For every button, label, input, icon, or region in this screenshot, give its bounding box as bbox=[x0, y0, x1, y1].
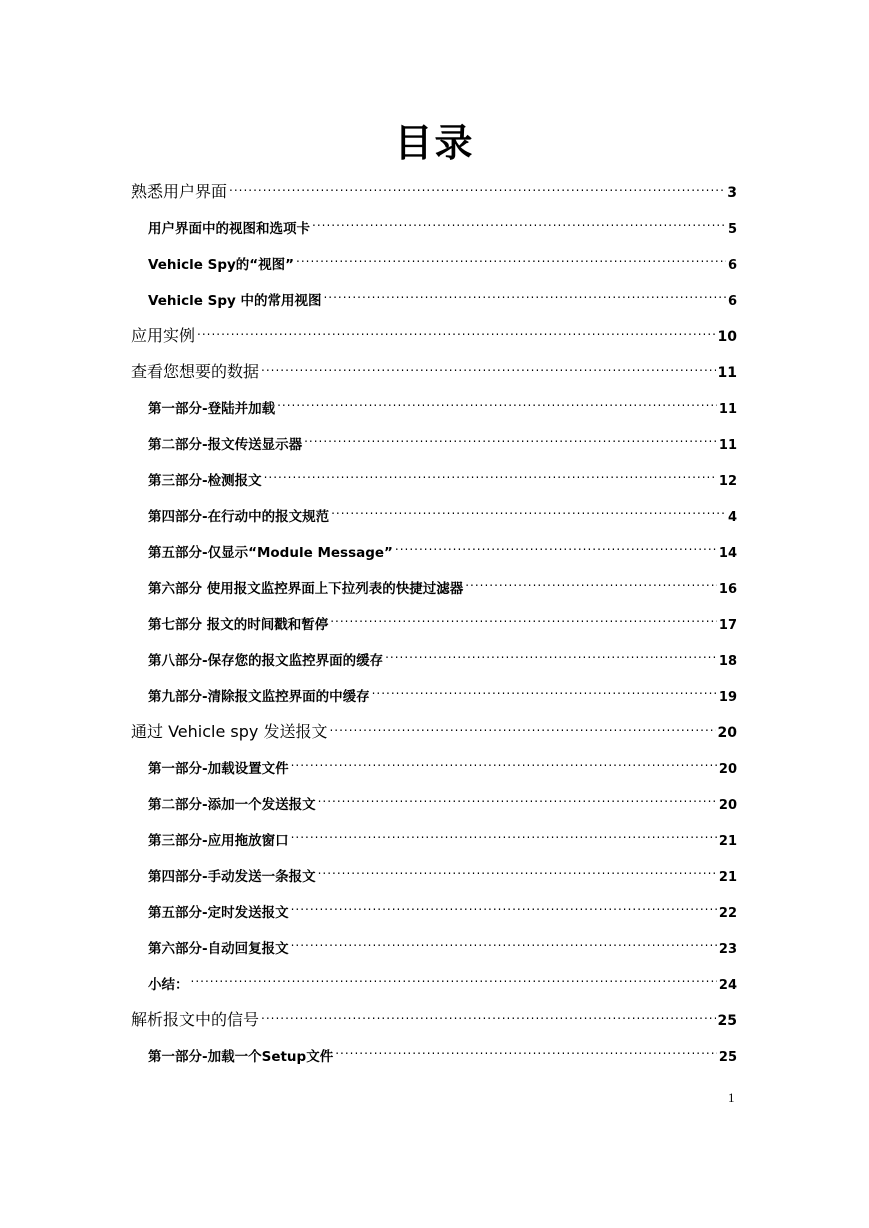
toc-entry-page: 25 bbox=[717, 1013, 737, 1029]
toc-section-entry[interactable] bbox=[148, 821, 737, 849]
dot-leader bbox=[296, 245, 726, 269]
toc-entry-page: 11 bbox=[717, 365, 737, 381]
toc-entry-label: 通过 Vehicle spy 发送报文 bbox=[131, 722, 328, 741]
toc-entry-page: 23 bbox=[718, 942, 737, 957]
toc-entry-label: 熟悉用户界面 bbox=[131, 182, 228, 201]
toc-entry-label: 第四部分-在行动中的报文规范 bbox=[148, 509, 330, 525]
toc-entry-label: 第一部分-加载一个Setup文件 bbox=[148, 1049, 334, 1065]
toc-section-entry[interactable] bbox=[148, 929, 737, 957]
toc-entry-page: 20 bbox=[718, 798, 737, 813]
toc-entry-page: 6 bbox=[727, 258, 737, 273]
toc-section-entry[interactable] bbox=[148, 605, 737, 633]
dot-leader bbox=[197, 317, 716, 341]
toc-entry-page: 3 bbox=[727, 185, 737, 201]
toc-section-entry[interactable] bbox=[148, 569, 737, 597]
toc-section-entry[interactable] bbox=[148, 641, 737, 669]
dot-leader bbox=[277, 389, 717, 413]
dot-leader bbox=[291, 749, 717, 773]
dot-leader bbox=[385, 641, 717, 665]
toc-entry-label: 第三部分-应用拖放窗口 bbox=[148, 833, 289, 849]
toc-entry-page: 16 bbox=[718, 582, 737, 597]
toc-section-entry[interactable] bbox=[148, 749, 737, 777]
toc-entry-label: 应用实例 bbox=[131, 326, 196, 345]
toc-entry-page: 14 bbox=[718, 546, 737, 561]
dot-leader bbox=[331, 497, 726, 521]
toc-section-entry[interactable] bbox=[148, 461, 737, 489]
toc-entry-page: 12 bbox=[718, 474, 737, 489]
toc-section-entry[interactable] bbox=[148, 965, 737, 993]
toc-entry-label: Vehicle Spy的“视图” bbox=[148, 257, 295, 273]
toc-chapter-entry[interactable] bbox=[131, 173, 737, 201]
toc-entry-label: 第七部分 报文的时间戳和暂停 bbox=[148, 617, 329, 633]
toc-chapter-entry[interactable] bbox=[131, 713, 737, 741]
toc-section-entry[interactable] bbox=[148, 281, 737, 309]
toc-entry-page: 11 bbox=[718, 438, 737, 453]
toc-entry-page: 20 bbox=[718, 762, 737, 777]
dot-leader bbox=[329, 713, 715, 737]
toc-section-entry[interactable] bbox=[148, 245, 737, 273]
dot-leader bbox=[335, 1037, 717, 1061]
toc-entry-label: 第六部分-自动回复报文 bbox=[148, 941, 289, 957]
toc-section-entry[interactable] bbox=[148, 785, 737, 813]
toc-section-entry[interactable] bbox=[148, 497, 737, 525]
dot-leader bbox=[372, 677, 717, 701]
toc-entry-page: 6 bbox=[727, 294, 737, 309]
toc-entry-page: 24 bbox=[718, 978, 737, 993]
toc-section-entry[interactable] bbox=[148, 209, 737, 237]
dot-leader bbox=[291, 893, 717, 917]
toc-entry-page: 19 bbox=[718, 690, 737, 705]
dot-leader bbox=[291, 929, 717, 953]
toc-entry-page: 22 bbox=[718, 906, 737, 921]
toc-entry-label: 第一部分-登陆并加载 bbox=[148, 401, 276, 417]
dot-leader bbox=[261, 353, 716, 377]
toc-entry-label: 第九部分-清除报文监控界面的中缓存 bbox=[148, 689, 370, 705]
dot-leader bbox=[264, 461, 717, 485]
toc-section-entry[interactable] bbox=[148, 1037, 737, 1065]
toc-entry-label: 第二部分-报文传送显示器 bbox=[148, 437, 303, 453]
toc-entry-label: 用户界面中的视图和选项卡 bbox=[148, 221, 310, 237]
toc-entry-page: 21 bbox=[718, 834, 737, 849]
toc-entry-label: 第四部分-手动发送一条报文 bbox=[148, 869, 316, 885]
toc-section-entry[interactable] bbox=[148, 533, 737, 561]
toc-entry-label: 第八部分-保存您的报文监控界面的缓存 bbox=[148, 653, 384, 669]
toc-entry-label: 第五部分-定时发送报文 bbox=[148, 905, 289, 921]
dot-leader bbox=[318, 785, 717, 809]
toc-entry-label: 第二部分-添加一个发送报文 bbox=[148, 797, 316, 813]
toc-entry-label: 第三部分-检测报文 bbox=[148, 473, 262, 489]
toc-chapter-entry[interactable] bbox=[131, 317, 737, 345]
toc-entry-page: 11 bbox=[718, 402, 737, 417]
dot-leader bbox=[261, 1001, 716, 1025]
toc-title: 目录 bbox=[394, 121, 475, 165]
toc-entry-page: 17 bbox=[718, 618, 737, 633]
dot-leader bbox=[318, 857, 717, 881]
toc-entry-label: Vehicle Spy 中的常用视图 bbox=[148, 293, 322, 309]
toc-chapter-entry[interactable] bbox=[131, 1001, 737, 1029]
toc-entry-label: 小结： bbox=[148, 977, 189, 993]
dot-leader bbox=[323, 281, 725, 305]
dot-leader bbox=[395, 533, 717, 557]
toc-section-entry[interactable] bbox=[148, 677, 737, 705]
dot-leader bbox=[312, 209, 726, 233]
dot-leader bbox=[465, 569, 717, 593]
toc-entry-page: 10 bbox=[717, 329, 737, 345]
toc-section-entry[interactable] bbox=[148, 425, 737, 453]
dot-leader bbox=[304, 425, 717, 449]
dot-leader bbox=[229, 173, 725, 197]
toc-entry-label: 查看您想要的数据 bbox=[131, 362, 260, 381]
dot-leader bbox=[330, 605, 717, 629]
toc-entry-page: 4 bbox=[727, 510, 737, 525]
toc-entry-page: 5 bbox=[727, 222, 737, 237]
toc-entry-label: 第五部分-仅显示“Module Message” bbox=[148, 545, 393, 561]
toc-chapter-entry[interactable] bbox=[131, 353, 737, 381]
page-number: 1 bbox=[728, 1090, 735, 1105]
toc-entry-label: 第六部分 使用报文监控界面上下拉列表的快捷过滤器 bbox=[148, 581, 464, 597]
toc-entry-label: 第一部分-加载设置文件 bbox=[148, 761, 289, 777]
toc-section-entry[interactable] bbox=[148, 857, 737, 885]
toc-entry-label: 解析报文中的信号 bbox=[131, 1010, 260, 1029]
toc-entry-page: 18 bbox=[718, 654, 737, 669]
toc-entry-page: 20 bbox=[717, 725, 737, 741]
toc-section-entry[interactable] bbox=[148, 389, 737, 417]
dot-leader bbox=[291, 821, 717, 845]
toc-entry-page: 25 bbox=[718, 1050, 737, 1065]
dot-leader bbox=[191, 965, 717, 989]
toc-entry-page: 21 bbox=[718, 870, 737, 885]
toc-section-entry[interactable] bbox=[148, 893, 737, 921]
